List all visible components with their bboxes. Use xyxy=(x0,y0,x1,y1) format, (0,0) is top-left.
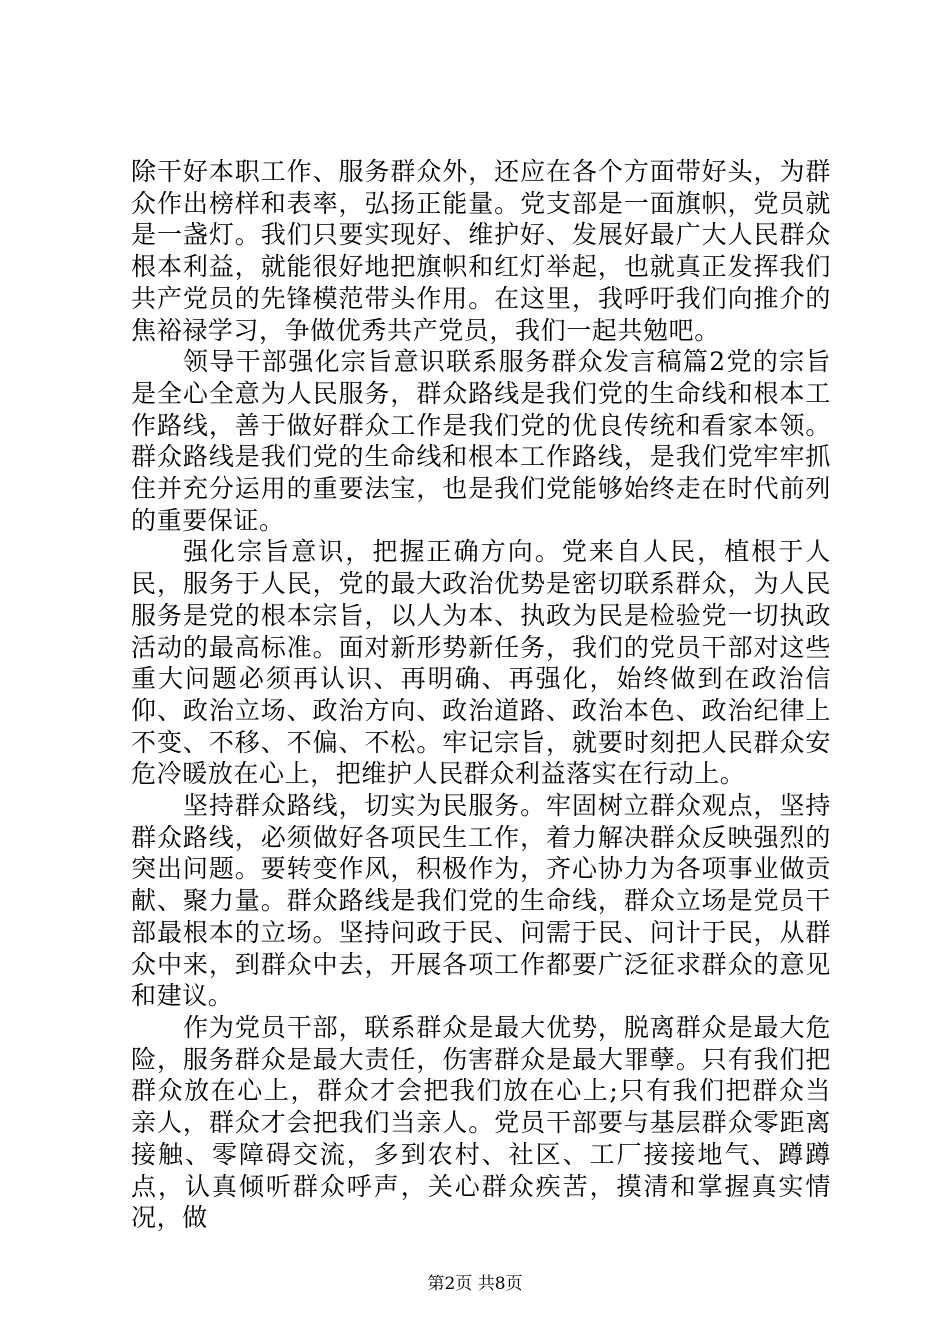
paragraph-strengthen-awareness: 强化宗旨意识，把握正确方向。党来自人民，植根于人民，服务于人民，党的最大政治优势是密切联系群众，为人民服务是党的根本宗旨，以人为本、执政为民是检验党一切执政活动的最高标准。面对新形势新任务，我们的党员干部对这些重大问题必须再认识、再明确、再强化，始终做到在政治信仰、政治立场、政治方向、政治道路、政治本色、政治纪律上不变、不移、不偏、不松。牢记宗旨，就要时刻把人民群众安危冷暖放在心上，把维护人民群众利益落实在行动上。 xyxy=(131,537,831,789)
document-body xyxy=(131,156,831,1234)
page-number-footer: 第2页 共8页 xyxy=(427,1274,523,1294)
paragraph-continuation: 除干好本职工作、服务群众外，还应在各个方面带好头，为群众作出榜样和表率，弘扬正能量。党支部是一面旗帜，党员就是一盏灯。我们只要实现好、维护好、发展好最广大人民群众根本利益，就能很好地把旗帜和红灯举起，也就真正发挥我们共产党员的先锋模范带头作用。在这里，我呼吁我们向推介的焦裕禄学习，争做优秀共产党员，我们一起共勉吧。 xyxy=(131,157,831,345)
paragraph-cadres-contact: 作为党员干部，联系群众是最大优势，脱离群众是最大危险，服务群众是最大责任，伤害群众是最大罪孽。只有我们把群众放在心上，群众才会把我们放在心上;只有我们把群众当亲人，群众才会把我们当亲人。党员干部要与基层群众零距离接触、零障碍交流，多到农村、社区、工厂接接地气、蹲蹲点，认真倾听群众呼声，关心群众疾苦，摸清和掌握真实情况，做 xyxy=(131,1012,831,1233)
paragraph-purpose: 领导干部强化宗旨意识联系服务群众发言稿篇2党的宗旨是全心全意为人民服务，群众路线是我们党的生命线和根本工作路线，善于做好群众工作是我们党的优良传统和看家本领。群众路线是我们党的生命线和根本工作路线，是我们党牢牢抓住并充分运用的重要法宝，也是我们党能够始终走在时代前列的重要保证。 xyxy=(131,347,831,535)
paragraph-mass-line: 坚持群众路线，切实为民服务。牢固树立群众观点，坚持群众路线，必须做好各项民生工作，着力解决群众反映强烈的突出问题。要转变作风，积极作为，齐心协力为各项事业做贡献、聚力量。群众路线是我们党的生命线，群众立场是党员干部最根本的立场。坚持问政于民、问需于民、问计于民，从群众中来，到群众中去，开展各项工作都要广泛征求群众的意见和建议。 xyxy=(131,791,831,1011)
